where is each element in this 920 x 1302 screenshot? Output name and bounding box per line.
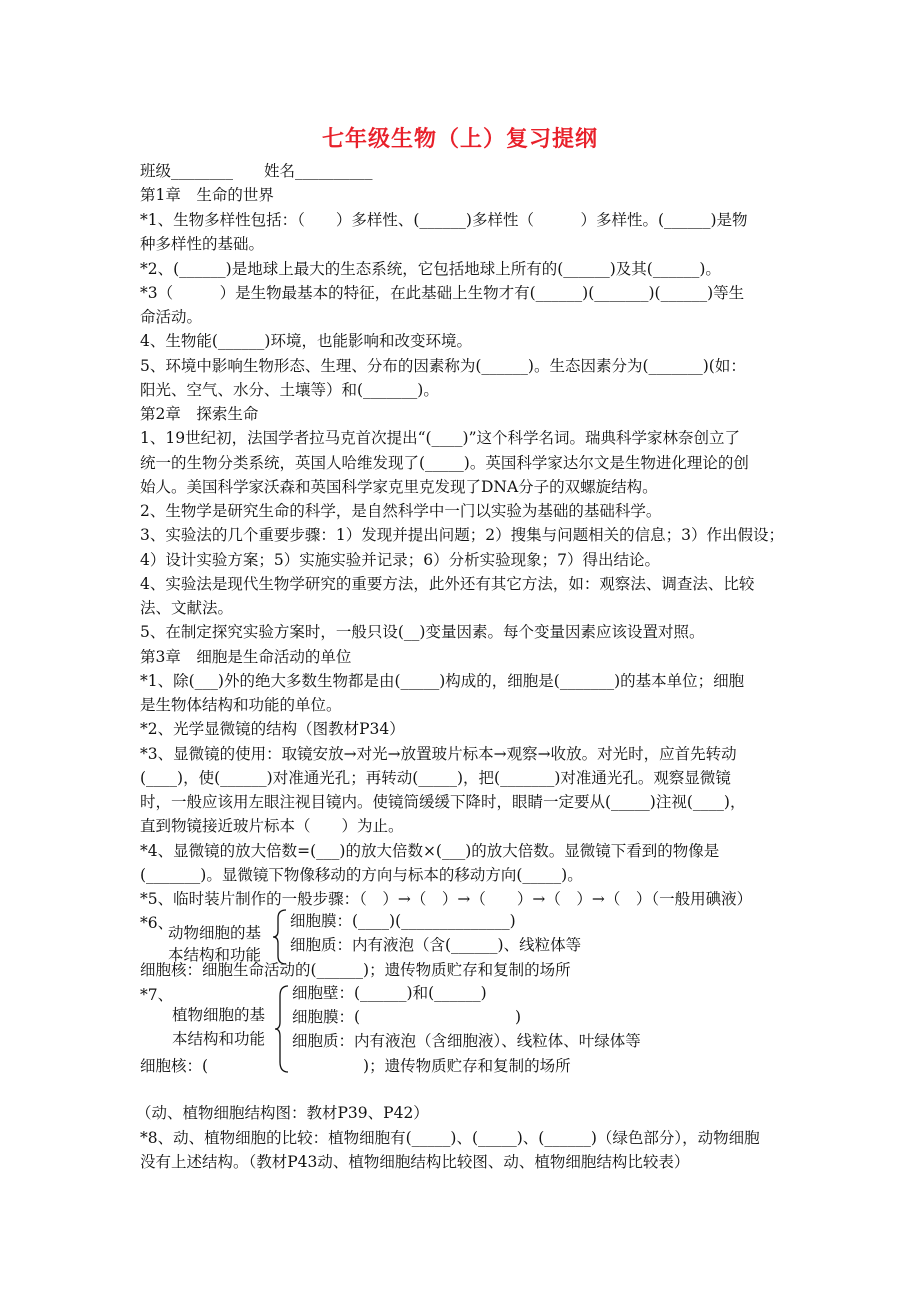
plant-block-label: 植物细胞的基 — [172, 1006, 266, 1024]
text-line: 是生物体结构和功能的单位。 — [140, 696, 342, 714]
chapter-1-heading: 第1章 生命的世界 — [140, 186, 274, 204]
text-line: *4、显微镜的放大倍数=(___)的放大倍数×(___)的放大倍数。显微镜下看到的物像是 — [140, 842, 720, 860]
text-line: 5、在制定探究实验方案时，一般只设(__)变量因素。每个变量因素应该设置对照。 — [140, 623, 705, 641]
text-line: 直到物镜接近玻片标本（ ）为止。 — [140, 817, 404, 835]
animal-block-label: 动物细胞的基 — [168, 924, 262, 942]
chapter-2-heading: 第2章 探索生命 — [140, 405, 259, 423]
text-line: 始人。美国科学家沃森和英国科学家克里克发现了DNA分子的双螺旋结构。 — [140, 478, 658, 496]
animal-cytoplasm-line: 细胞质：内有液泡（含(______)、线粒体等 — [290, 936, 582, 954]
animal-membrane-line: 细胞膜：(____)(______________) — [290, 912, 516, 930]
text-line: *3（ ）是生物最基本的特征，在此基础上生物才有(______)(_______)(______)等生 — [140, 284, 745, 302]
chapter-3-heading: 第3章 细胞是生命活动的单位 — [140, 648, 352, 666]
text-line: 4）设计实验方案；5）实施实验并记录；6）分析实验现象；7）得出结论。 — [140, 551, 660, 569]
animal-block-prefix: *6、 — [140, 914, 174, 932]
text-line: *2、(______)是地球上最大的生态系统，它包括地球上所有的(______)及其(______)。 — [140, 260, 721, 278]
text-line: 阳光、空气、水分、土壤等）和(_______)。 — [140, 381, 439, 399]
text-line: *3、显微镜的使用：取镜安放→对光→放置玻片标本→观察→收放。对光时，应首先转动 — [140, 745, 737, 763]
text-line: *5、临时装片制作的一般步骤：（ ）→（ ）→（ ）→（ ）→（ ）（一般用碘液） — [140, 890, 753, 908]
text-line: （动、植物细胞结构图：教材P39、P42） — [136, 1104, 429, 1122]
text-line: *1、生物多样性包括：（ ）多样性、(______)多样性（ ）多样性。(______)是物 — [140, 211, 748, 229]
text-line: (____)，使(______)对准通光孔；再转动(_____)，把(_______)对准通光孔。观察显微镜 — [140, 769, 731, 787]
text-line: (_______)。显微镜下物像移动的方向与标本的移动方向(_____)。 — [140, 866, 583, 884]
text-line: *2、光学显微镜的结构（图教材P34） — [140, 720, 405, 738]
plant-cytoplasm-line: 细胞质：内有液泡（含细胞液）、线粒体、叶绿体等 — [292, 1032, 641, 1050]
document-title: 七年级生物（上）复习提纲 — [321, 126, 598, 152]
plant-wall-line: 细胞壁：(______)和(______) — [292, 984, 487, 1002]
brace-icon — [272, 908, 288, 966]
text-line: 命活动。 — [140, 308, 203, 326]
plant-block-label: 本结构和功能 — [172, 1030, 266, 1048]
text-line: 法、文献法。 — [140, 599, 234, 617]
text-line: 4、生物能(______)环境，也能影响和改变环境。 — [140, 332, 472, 350]
text-line: 4、实验法是现代生物学研究的重要方法，此外还有其它方法，如：观察法、调查法、比较 — [140, 575, 755, 593]
text-line: 没有上述结构。（教材P43动、植物细胞结构比较图、动、植物细胞结构比较表） — [140, 1153, 690, 1171]
plant-block-prefix: *7、 — [140, 986, 174, 1004]
text-line: 3、实验法的几个重要步骤：1）发现并提出问题；2）搜集与问题相关的信息；3）作出假设； — [140, 526, 784, 544]
animal-block-label: 本结构和功能 — [168, 946, 262, 964]
class-name-line: 班级________ 姓名__________ — [140, 162, 373, 180]
text-line: 1、19世纪初，法国学者拉马克首次提出“(____)”这个科学名词。瑞典科学家林奈创立了 — [140, 429, 741, 447]
text-line: *8、动、植物细胞的比较：植物细胞有(_____)、(_____)、(______)（绿色部分），动物细胞 — [140, 1129, 760, 1147]
animal-nucleus-line: 细胞核：细胞生命活动的(______)；遗传物质贮存和复制的场所 — [140, 961, 571, 979]
plant-membrane-line: 细胞膜：( ) — [292, 1008, 522, 1026]
text-line: 时，一般应该用左眼注视目镜内。使镜筒缓缓下降时，眼睛一定要从(_____)注视(____)， — [140, 793, 746, 811]
text-line: 5、环境中影响生物形态、生理、分布的因素称为(______)。生态因素分为(_______)(如： — [140, 357, 746, 375]
text-line: 种多样性的基础。 — [140, 235, 265, 253]
text-line: *1、除(___)外的绝大多数生物都是由(_____)构成的，细胞是(_______)的基本单位；细胞 — [140, 672, 745, 690]
text-line: 统一的生物分类系统，英国人哈维发现了(_____)。英国科学家达尔文是生物进化理论的创 — [140, 454, 749, 472]
plant-nucleus-line: 细胞核：( )；遗传物质贮存和复制的场所 — [140, 1057, 571, 1075]
text-line: 2、生物学是研究生命的科学，是自然科学中一门以实验为基础的基础科学。 — [140, 502, 662, 520]
